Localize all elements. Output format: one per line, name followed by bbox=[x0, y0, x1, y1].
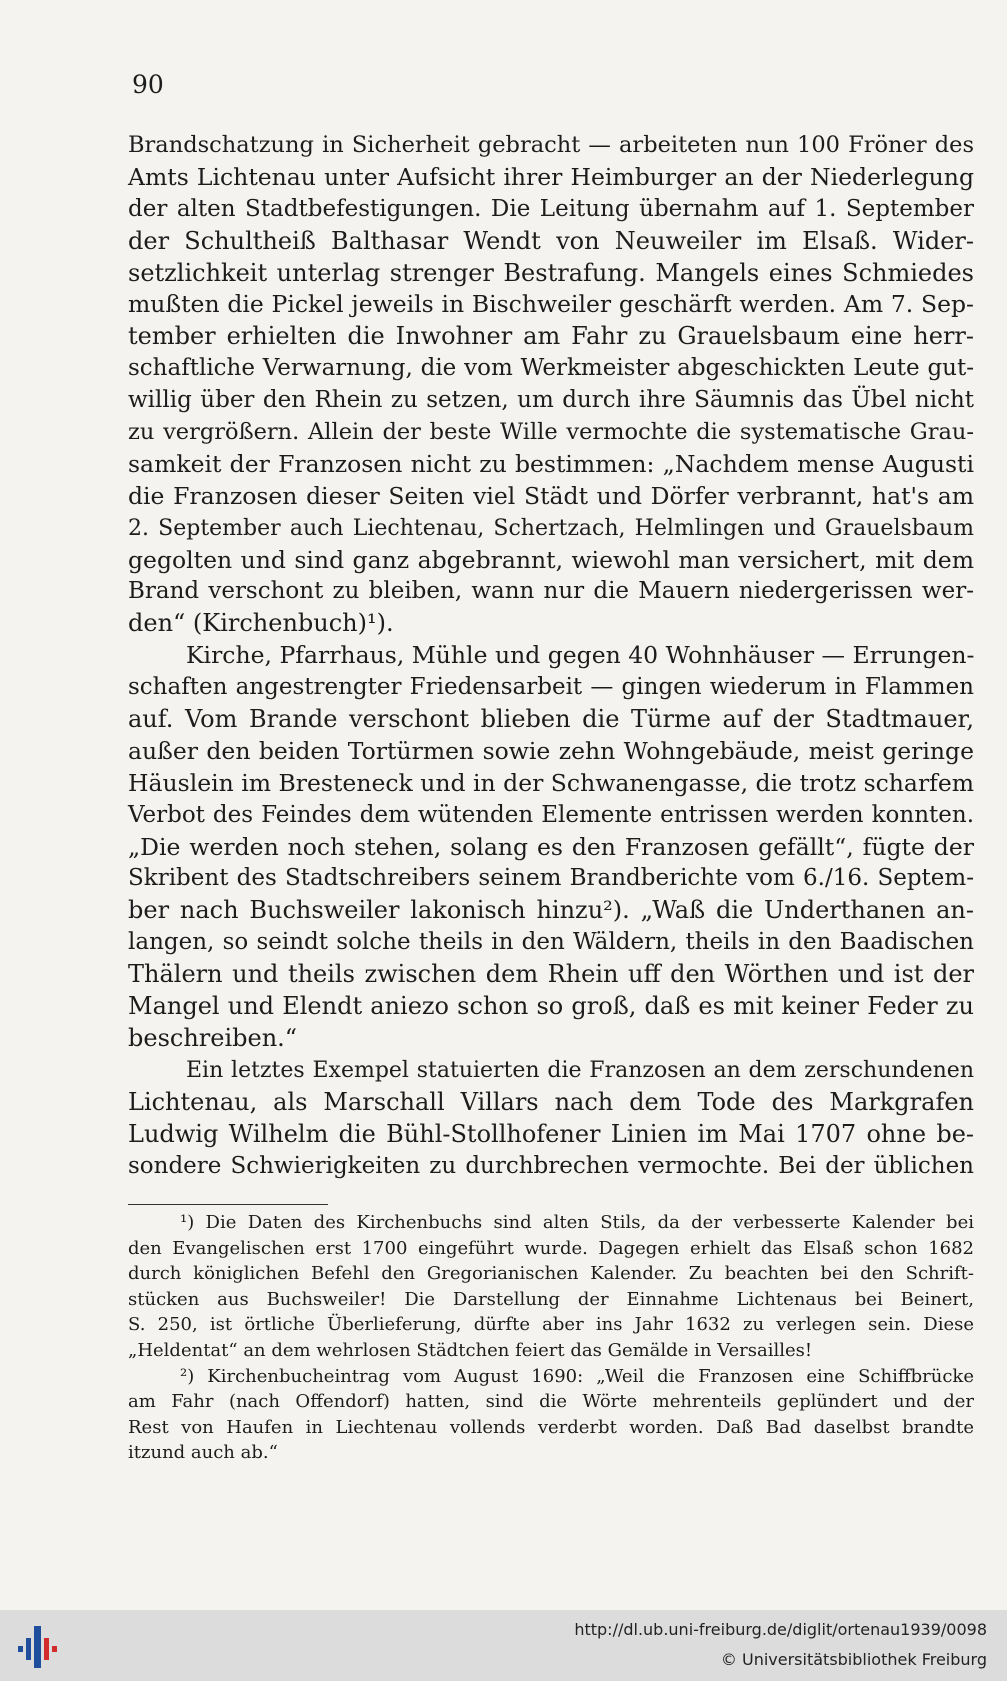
paragraph-start-line: Kirche, Pfarrhaus, Mühle und gegen 40 Wohnhäuser — Errungen- bbox=[186, 641, 975, 670]
text-line: auf. Vom Brande verschont blieben die Türme auf der Stadtmauer, bbox=[128, 705, 974, 734]
text-line: der alten Stadtbefestigungen. Die Leitung übernahm auf 1. September bbox=[128, 195, 974, 222]
body-text bbox=[128, 130, 974, 1182]
text-line: den“ (Kirchenbuch)¹). bbox=[128, 609, 394, 638]
ub-freiburg-logo-icon bbox=[14, 1622, 64, 1672]
text-line: gegolten und sind ganz abgebrannt, wiewohl man versichert, mit dem bbox=[128, 545, 974, 574]
text-line: Mangel und Elendt aniezo schon so groß, daß es mit keiner Feder zu bbox=[128, 992, 974, 1021]
footnote-line: „Heldentat“ an dem wehrlosen Städtchen feiert das Gemälde in Versailles! bbox=[128, 1339, 813, 1361]
text-line: Skribent des Stadtschreibers seinem Brandberichte vom 6./16. Septem- bbox=[128, 865, 974, 892]
text-line: außer den beiden Tortürmen sowie zehn Wohngebäude, meist geringe bbox=[128, 736, 974, 765]
page-number: 90 bbox=[132, 70, 164, 99]
text-line: beschreiben.“ bbox=[128, 1023, 298, 1052]
footnote-line: am Fahr (nach Offendorf) hatten, sind die Wörte mehrenteils geplündert und der bbox=[128, 1391, 974, 1413]
footnote-divider bbox=[128, 1204, 328, 1205]
footnote-line: ¹) Die Daten des Kirchenbuchs sind alten Stils, da der verbesserte Kalender bei bbox=[180, 1212, 974, 1233]
text-line: sondere Schwierigkeiten zu durchbrechen vermochte. Bei der üblichen bbox=[128, 1152, 974, 1179]
text-line: 2. September auch Liechtenau, Schertzach, Helmlingen und Grauelsbaum bbox=[128, 515, 974, 541]
text-line: schaftliche Verwarnung, die vom Werkmeister abgeschickten Leute gut- bbox=[128, 355, 974, 382]
text-line: setzlichkeit unterlag strenger Bestrafung. Mangels eines Schmiedes bbox=[128, 258, 974, 287]
text-line: Häuslein im Bresteneck und in der Schwanengasse, die trotz scharfem bbox=[128, 768, 975, 797]
text-line: Amts Lichtenau unter Aufsicht ihrer Heimburger an der Niederlegung bbox=[128, 162, 974, 191]
text-line: willig über den Rhein zu setzen, um durch ihre Säumnis das Übel nicht bbox=[128, 387, 974, 414]
text-line: die Franzosen dieser Seiten viel Städt und Dörfer verbrannt, hat's am bbox=[128, 481, 974, 510]
text-line: Verbot des Feindes dem wütenden Elemente entrissen werden konnten. bbox=[128, 801, 974, 828]
copyright-notice: © Universitätsbibliothek Freiburg bbox=[720, 1650, 987, 1669]
text-line: Thälern und theils zwischen dem Rhein uff den Wörthen und ist der bbox=[128, 960, 974, 989]
text-line: samkeit der Franzosen nicht zu bestimmen: „Nachdem mense Augusti bbox=[128, 449, 974, 478]
text-line: „Die werden noch stehen, solang es den Franzosen gefällt“, fügte der bbox=[128, 832, 974, 861]
text-line: Brand verschont zu bleiben, wann nur die Mauern niedergerissen wer- bbox=[128, 578, 974, 605]
footnote-line: S. 250, ist örtliche Überlieferung, dürfte aber ins Jahr 1632 zu verlegen sein. Diese bbox=[128, 1314, 974, 1336]
footnote-line: den Evangelischen erst 1700 eingeführt wurde. Dagegen erhielt das Elsaß schon 1682 bbox=[128, 1237, 974, 1259]
footnote-line: stücken aus Buchsweiler! Die Darstellung der Einnahme Lichtenaus bei Beinert, bbox=[128, 1288, 974, 1310]
text-line: schaften angestrengter Friedensarbeit — gingen wiederum in Flammen bbox=[128, 674, 974, 701]
footnote-line: itzund auch ab.“ bbox=[128, 1442, 278, 1464]
text-line: ber nach Buchsweiler lakonisch hinzu²). „Waß die Underthanen an- bbox=[128, 896, 974, 925]
footnote-line: Rest von Haufen in Liechtenau vollends verderbt worden. Daß Bad daselbst brandte bbox=[128, 1416, 974, 1438]
text-line: tember erhielten die Inwohner am Fahr zu Grauelsbaum eine herr- bbox=[128, 322, 974, 351]
viewer-footer bbox=[0, 1610, 1007, 1681]
paragraph-start-line: Ein letztes Exempel statuierten die Franzosen an dem zerschundenen bbox=[186, 1057, 974, 1083]
text-line: langen, so seindt solche theils in den Wäldern, theils in den Baadischen bbox=[128, 929, 974, 956]
text-line: mußten die Pickel jeweils in Bischweiler geschärft werden. Am 7. Sep- bbox=[128, 290, 974, 319]
text-line: Ludwig Wilhelm die Bühl-Stollhofener Linien im Mai 1707 ohne be- bbox=[128, 1119, 974, 1148]
footnotes bbox=[128, 1210, 974, 1466]
document-url[interactable]: http://dl.ub.uni-freiburg.de/diglit/ortenau1939/0098 bbox=[574, 1620, 987, 1639]
text-line: der Schultheiß Balthasar Wendt von Neuweiler im Elsaß. Wider- bbox=[128, 226, 974, 255]
text-line: zu vergrößern. Allein der beste Wille vermochte die systematische Grau- bbox=[128, 419, 974, 446]
text-line: Brandschatzung in Sicherheit gebracht — arbeiteten nun 100 Fröner des bbox=[128, 132, 974, 158]
footnote-line: ²) Kirchenbucheintrag vom August 1690: „Weil die Franzosen eine Schiffbrücke bbox=[180, 1365, 974, 1387]
text-line: Lichtenau, als Marschall Villars nach dem Tode des Markgrafen bbox=[128, 1087, 974, 1116]
footnote-line: durch königlichen Befehl den Gregorianischen Kalender. Zu beachten bei den Schrift- bbox=[128, 1263, 974, 1285]
